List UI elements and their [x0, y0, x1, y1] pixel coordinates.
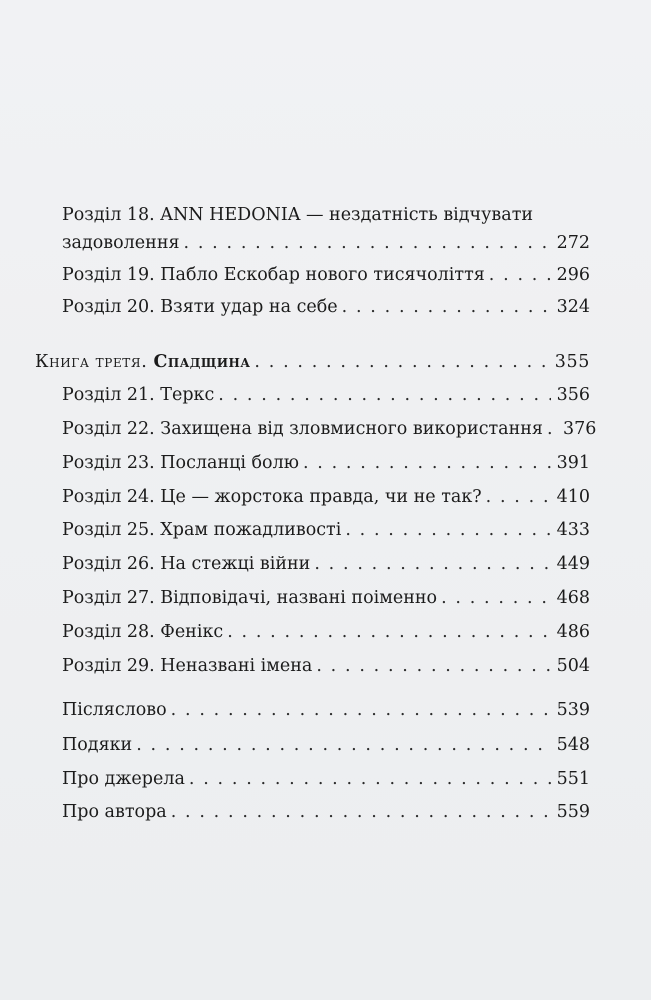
toc-entry-title: Про автора — [62, 802, 167, 822]
toc-entry-page: 355 — [554, 352, 590, 372]
toc-entry-title: Розділ 29. Неназвані імена — [62, 656, 313, 676]
toc-chapter-29 — [62, 655, 590, 677]
toc-entry-page: 504 — [556, 656, 590, 676]
dot-leader — [184, 232, 551, 254]
toc-book-three — [35, 351, 590, 373]
dot-leader — [345, 519, 550, 541]
toc-entry-page: 410 — [556, 487, 590, 507]
toc-chapter-21 — [62, 384, 590, 406]
toc-entry-page: 376 — [562, 419, 597, 439]
toc-entry-page: 548 — [556, 735, 590, 755]
toc-sources — [62, 768, 590, 790]
dot-leader — [218, 384, 550, 406]
toc-entry-title: Розділ 22. Захищена від зловмисного використання — [62, 419, 543, 439]
toc-entry-title: Розділ 28. Фенікс — [62, 622, 224, 642]
toc-chapter-20 — [62, 296, 590, 318]
toc-entry-title: Післяслово — [62, 700, 167, 720]
toc-entry-title: Розділ 20. Взяти удар на себе — [62, 297, 338, 317]
toc-entry-page: 468 — [556, 588, 590, 608]
toc-chapter-25 — [62, 519, 590, 541]
dot-leader — [171, 699, 551, 721]
toc-chapter-27 — [62, 587, 590, 609]
toc-chapter-22 — [62, 418, 597, 440]
toc-acknowledgements — [62, 734, 590, 756]
toc-entry-page: 356 — [556, 385, 590, 405]
dot-leader — [171, 801, 551, 823]
dot-leader — [254, 351, 548, 373]
toc-chapter-26 — [62, 553, 590, 575]
toc-about-author — [62, 801, 590, 823]
dot-leader — [486, 486, 551, 508]
dot-leader — [441, 587, 551, 609]
book-name: Спадщина — [153, 352, 251, 372]
toc-entry-title: Розділ 19. Пабло Ескобар нового тисячоліття — [62, 265, 485, 285]
dot-leader — [189, 768, 551, 790]
toc-chapter-23 — [62, 452, 590, 474]
dot-leader — [136, 734, 550, 756]
toc-book-title — [35, 351, 254, 373]
dot-leader — [314, 553, 550, 575]
dot-leader — [547, 418, 557, 440]
toc-entry-page: 449 — [556, 554, 590, 574]
toc-chapter-18 — [62, 232, 590, 254]
dot-leader — [227, 621, 550, 643]
toc-entry-title: Розділ 25. Храм пожадливості — [62, 520, 342, 540]
toc-entry-page: 324 — [556, 297, 590, 317]
toc-entry-page: 551 — [556, 769, 590, 789]
toc-entry-page: 296 — [556, 265, 590, 285]
dot-leader — [316, 655, 550, 677]
toc-chapter-24 — [62, 486, 590, 508]
toc-chapter-18-line1: Розділ 18. ANN HEDONIA — нездатність відчувати — [62, 205, 534, 225]
toc-entry-title: Розділ 24. Це — жорстока правда, чи не так? — [62, 487, 482, 507]
toc-entry-title: Розділ 21. Теркс — [62, 385, 215, 405]
dot-leader — [303, 452, 551, 474]
toc-entry-title: Подяки — [62, 735, 133, 755]
toc-entry-page: 559 — [556, 802, 590, 822]
toc-entry-title: Розділ 23. Посланці болю — [62, 453, 299, 473]
toc-entry-page: 272 — [556, 233, 590, 253]
toc-afterword — [62, 699, 590, 721]
toc-entry-title: Про джерела — [62, 769, 185, 789]
toc-entry-page: 391 — [556, 453, 590, 473]
dot-leader — [489, 264, 551, 286]
toc-entry-page: 433 — [556, 520, 590, 540]
book-prefix: Книга третя. — [35, 352, 148, 372]
toc-entry-title: Розділ 26. На стежці війни — [62, 554, 311, 574]
toc-chapter-19 — [62, 264, 590, 286]
dot-leader — [342, 296, 551, 318]
toc-entry-title: задоволення — [62, 233, 180, 253]
toc-entry-title: Розділ 27. Відповідачі, названі поіменно — [62, 588, 438, 608]
toc-entry-page: 486 — [556, 622, 590, 642]
toc-chapter-28 — [62, 621, 590, 643]
toc-entry-page: 539 — [556, 700, 590, 720]
